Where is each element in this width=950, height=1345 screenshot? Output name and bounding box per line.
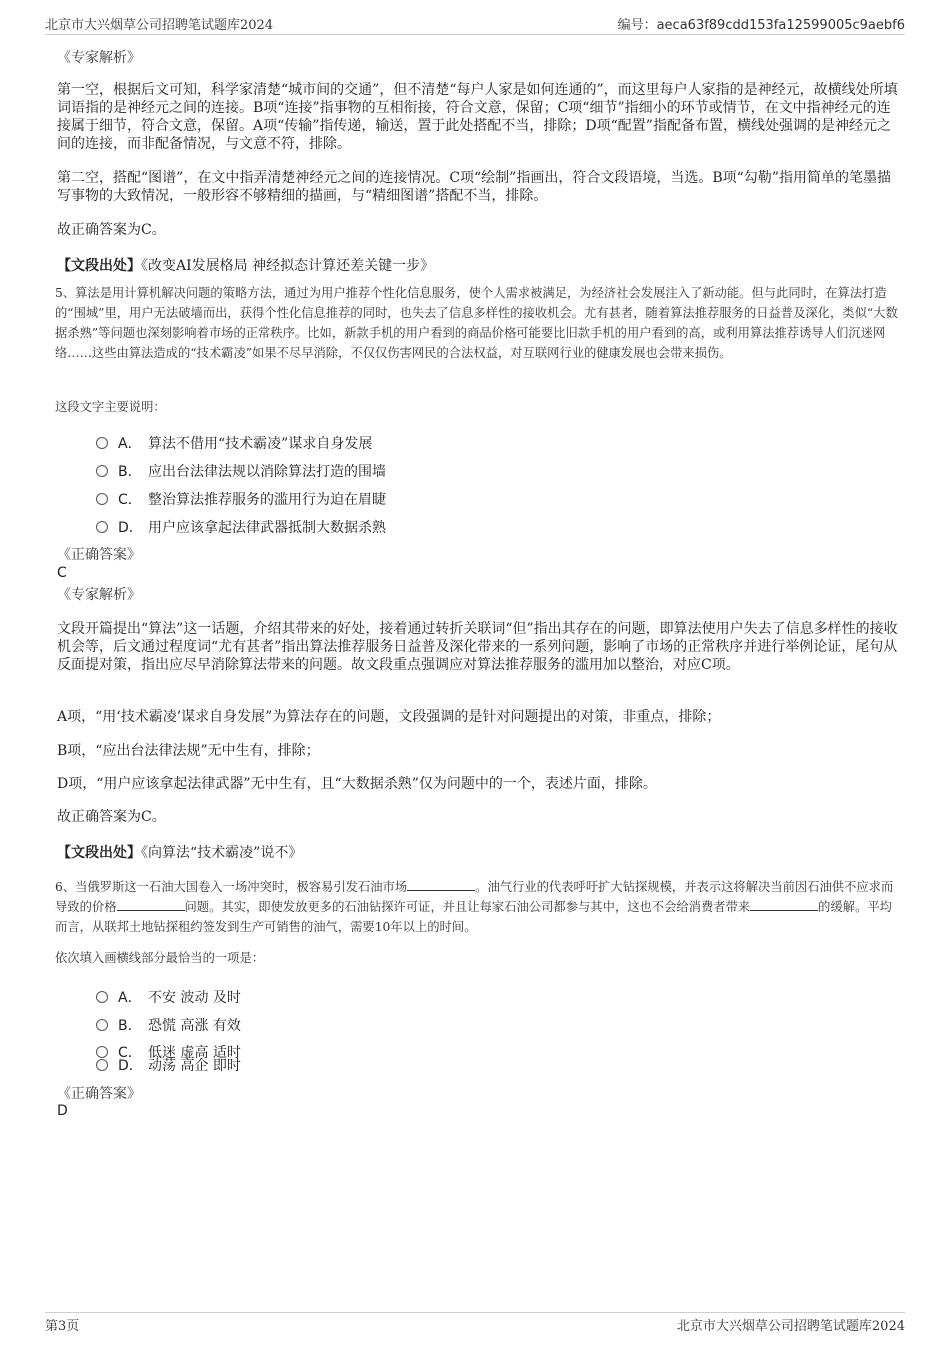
radio-icon[interactable] (96, 437, 108, 449)
radio-icon[interactable] (96, 1019, 108, 1031)
q6-prompt: 依次填入画横线部分最恰当的一项是： (55, 951, 265, 965)
q5-stem: 5、算法是用计算机解决问题的策略方法，通过为用户推荐个性化信息服务，使个人需求被满足，为经济社会发展注入了新动能。但与此同时，在算法打造的“围城”里，用户无法破墙而出，获得个性化信息推荐的同时，也失去了信息多样性的接收机会。尤有甚者，随着算法推荐服务的日益普及深化，类似“大数据杀熟”等问题也深刻影响着市场的正常秩序。比如，新款手机的用户看到的商品价格可能要比旧款手机的用户看到的高，或利用算法推荐诱导人们沉迷网络……这些由算法造成的“技术霸凌”如果不尽早消除，不仅仅伤害网民的合法权益，对互联网行业的健康发展也会带来损伤。 (55, 286, 898, 360)
q5-prompt: 这段文字主要说明： (55, 400, 166, 414)
q5-analysis-opt-d: D项，“用户应该拿起法律武器”无中生有，且“大数据杀熟”仅为问题中的一个，表述片面，排除。 (57, 776, 657, 792)
radio-icon[interactable] (96, 1046, 108, 1058)
q4-analysis-para2: 第二空，搭配“图谱”，在文中指弄清楚神经元之间的连接情况。C项“绘制”指画出，符合文段语境，当选。B项“勾勒”指用简单的笔墨描写事物的大致情况，一般形容不够精细的描画，与“精细图谱”搭配不当，排除。 (57, 170, 891, 204)
q5-answer: C (57, 565, 67, 581)
q4-source-title: 《改变AI发展格局 神经拟态计算还差关键一步》 (141, 258, 435, 274)
q6-answer-heading: 《正确答案》 (57, 1086, 141, 1102)
header-code: 编号：aeca63f89cdd153fa12599005c9aebf6 (617, 18, 905, 33)
q5-analysis-opt-b: B项，“应出台法律法规”无中生有，排除； (57, 743, 320, 759)
radio-icon[interactable] (96, 493, 108, 505)
q4-source (57, 255, 434, 275)
q5-source-label: 【文段出处】 (57, 845, 141, 861)
q4-source-label: 【文段出处】 (57, 258, 141, 274)
header-title: 北京市大兴烟草公司招聘笔试题库2024 (45, 18, 274, 33)
radio-icon[interactable] (96, 521, 108, 533)
footer-title: 北京市大兴烟草公司招聘笔试题库2024 (676, 1319, 905, 1334)
answer-blank-2 (117, 898, 185, 911)
q4-analysis-para1: 第一空，根据后文可知，科学家清楚“城市间的交通”，但不清楚“每户人家是如何连通的”，而这里每户人家指的是神经元，故横线处所填词语指的是神经元之间的连接。B项“连接”指事物的互相衔接，符合文意，保留；C项“细节”指细小的环节或情节，在文中指神经元的连接属于细节，符合文意，保留。A项“传输”指传递，输送，置于此处搭配不当，排除；D项“配置”指配备布置，横线处强调的是神经元之间的连接，而非配备情况，与文意不符，排除。 (57, 82, 898, 152)
q4-analysis-heading: 《专家解析》 (57, 50, 141, 66)
q5-source (57, 842, 302, 862)
radio-icon[interactable] (96, 1059, 108, 1071)
q5-conclusion: 故正确答案为C。 (57, 809, 166, 825)
footer-page-number: 第3页 (45, 1319, 80, 1334)
answer-blank-1 (407, 878, 475, 891)
page-footer (45, 1312, 905, 1333)
radio-icon[interactable] (96, 465, 108, 477)
radio-icon[interactable] (96, 991, 108, 1003)
q5-analysis-heading: 《专家解析》 (57, 587, 141, 603)
page-header (45, 14, 905, 35)
answer-blank-3 (750, 898, 818, 911)
q5-source-title: 《向算法“技术霸凌”说不》 (141, 845, 303, 861)
q6-answer: D (57, 1103, 68, 1119)
q6-stem: 6、当俄罗斯这一石油大国卷入一场冲突时，极容易引发石油市场 。油气行业的代表呼吁扩大钻探规模，并表示这将解决当前因石油供不应求而导致的价格 问题。其实，即使发放更多的石油钻探许可证，并且让每家石油公司都参与其中，这也不会给消费者带来 的缓解。平均而言，从联邦土地钻探租约签发到生产可销售的油气，需要10年以上的时间。 (55, 880, 894, 934)
q5-analysis-para1: 文段开篇提出“算法”这一话题，介绍其带来的好处，接着通过转折关联词“但”指出其存在的问题，即算法使用户失去了信息多样性的接收机会等，后文通过程度词“尤有甚者”指出算法推荐服务日益普及深化带来的一系列问题，影响了市场的正常秩序并进行举例论证，尾句从反面提对策，指出应尽早消除算法带来的问题。故文段重点强调应对算法推荐服务的滥用加以整治，对应C项。 (57, 621, 898, 673)
q4-conclusion: 故正确答案为C。 (57, 222, 166, 238)
q5-analysis-opt-a: A项，“用‘技术霸凌’谋求自身发展”为算法存在的问题，文段强调的是针对问题提出的对策，非重点，排除； (57, 709, 721, 725)
q5-answer-heading: 《正确答案》 (57, 547, 141, 563)
